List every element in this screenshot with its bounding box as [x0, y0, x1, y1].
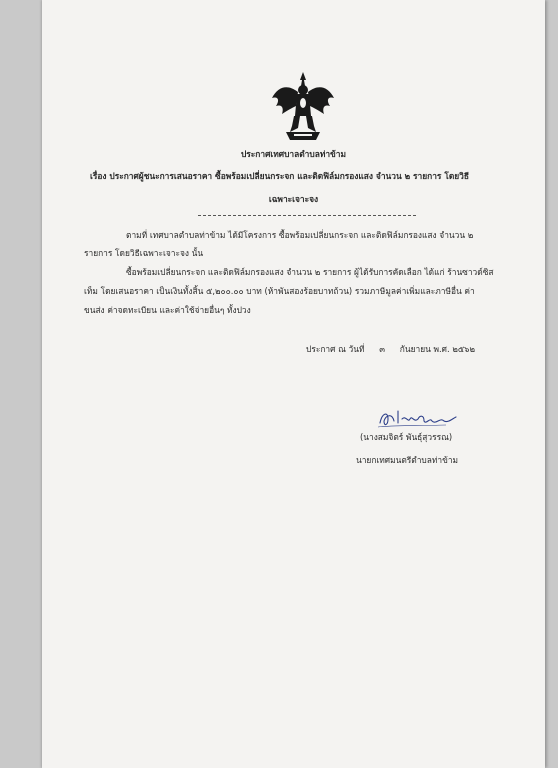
issuer-heading: ประกาศเทศบาลตำบลท่าข้าม — [240, 149, 346, 159]
signatory-name: (นางสมจิตร์ พันธุ์สุวรรณ) — [360, 432, 453, 442]
paragraph-1-line-2: รายการ โดยวิธีเฉพาะเจาะจง นั้น — [84, 248, 204, 258]
subject-line-1: เรื่อง ประกาศผู้ชนะการเสนอราคา ซื้อพร้อมเปลี่ยนกระจก และติดฟิล์มกรองแสง จำนวน ๒ รายการ โดยวิธี — [90, 171, 469, 181]
announcement-date — [306, 344, 475, 355]
signatory-title: นายกเทศมนตรีตำบลท่าข้าม — [356, 455, 459, 465]
paragraph-2-line-3: ขนส่ง ค่าจดทะเบียน และค่าใช้จ่ายอื่นๆ ทั้งปวง — [84, 305, 251, 315]
document-page — [42, 0, 545, 768]
subject-line-2: เฉพาะเจาะจง — [268, 194, 319, 204]
announcement-month-year: กันยายน พ.ศ. ๒๕๖๒ — [399, 344, 476, 354]
announcement-prefix: ประกาศ ณ วันที่ — [306, 344, 365, 354]
garuda-emblem-icon — [270, 70, 336, 142]
paragraph-2-line-2: เท็ม โดยเสนอราคา เป็นเงินทั้งสิ้น ๕,๒๐๐.๐๐ บาท (ห้าพันสองร้อยบาทถ้วน) รวมภาษีมูลค่าเพิ่มและภาษีอื่น ค่า — [84, 286, 475, 296]
handwritten-signature — [376, 405, 458, 431]
paragraph-1-line-1: ตามที่ เทศบาลตำบลท่าข้าม ได้มีโครงการ ซื้อพร้อมเปลี่ยนกระจก และติดฟิล์มกรองแสง จำนวน ๒ — [126, 230, 474, 240]
separator-line — [198, 215, 416, 216]
announcement-day: ๓ — [379, 344, 385, 354]
paragraph-2-line-1: ซื้อพร้อมเปลี่ยนกระจก และติดฟิล์มกรองแสง จำนวน ๒ รายการ ผู้ได้รับการคัดเลือก ได้แก่ ร้านซาวด์ซิส — [126, 267, 494, 277]
